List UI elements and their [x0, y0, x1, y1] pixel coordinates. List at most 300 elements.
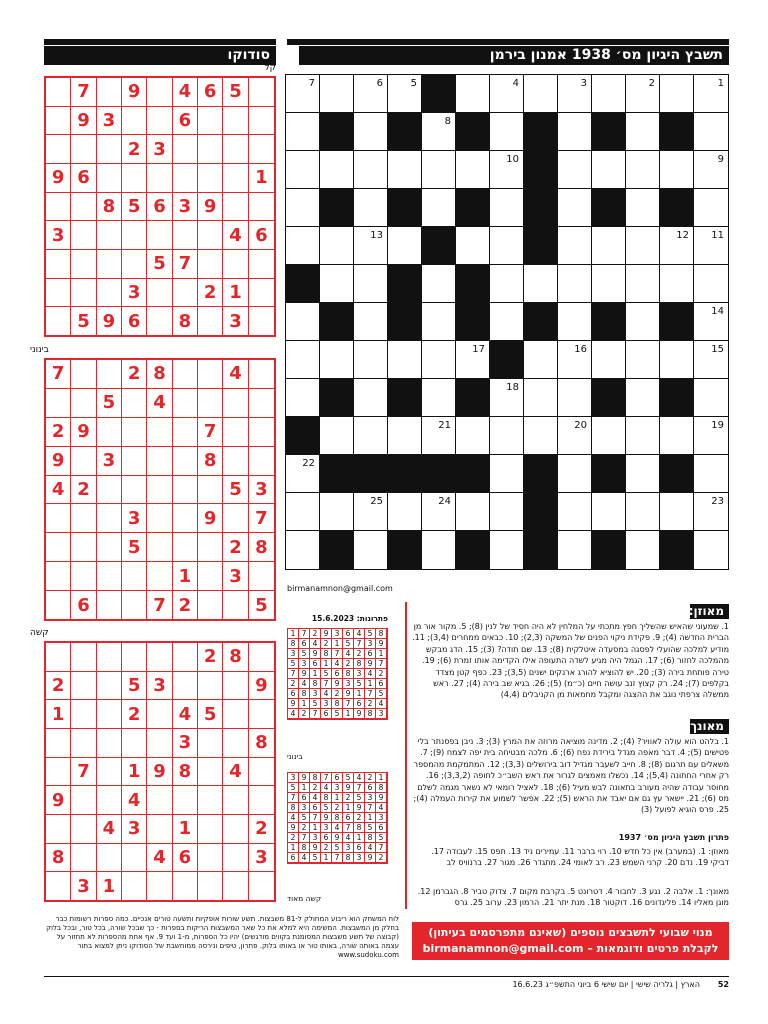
sudoku-cell[interactable]: 8	[198, 447, 223, 476]
sudoku-cell[interactable]: 9	[198, 504, 223, 533]
sudoku-cell[interactable]	[173, 164, 198, 193]
sudoku-cell[interactable]	[122, 562, 147, 591]
sudoku-cell[interactable]	[173, 389, 198, 418]
sudoku-cell[interactable]	[46, 78, 71, 107]
sudoku-cell[interactable]	[198, 533, 223, 562]
sudoku-cell[interactable]	[198, 591, 223, 619]
sudoku-cell[interactable]	[46, 504, 71, 533]
sudoku-cell[interactable]	[223, 418, 248, 447]
sudoku-cell[interactable]: 4	[223, 360, 248, 389]
sudoku-cell[interactable]	[147, 562, 172, 591]
sudoku-cell[interactable]: 8	[173, 758, 198, 787]
crossword-cell[interactable]	[490, 379, 524, 417]
sudoku-cell[interactable]	[173, 504, 198, 533]
crossword-cell[interactable]	[660, 151, 694, 189]
crossword-cell[interactable]	[558, 227, 592, 265]
crossword-cell[interactable]	[456, 493, 490, 531]
sudoku-cell[interactable]: 5	[122, 533, 147, 562]
sudoku-cell[interactable]	[71, 193, 96, 222]
crossword-cell[interactable]	[626, 417, 660, 455]
crossword-cell[interactable]	[354, 75, 388, 113]
crossword-cell[interactable]	[558, 493, 592, 531]
crossword-cell[interactable]	[354, 303, 388, 341]
sudoku-cell[interactable]: 5	[71, 307, 96, 335]
crossword-cell[interactable]	[490, 189, 524, 227]
crossword-cell[interactable]	[626, 493, 660, 531]
sudoku-cell[interactable]	[147, 533, 172, 562]
sudoku-cell[interactable]	[71, 360, 96, 389]
crossword-cell[interactable]	[286, 151, 320, 189]
sudoku-cell[interactable]: 3	[122, 504, 147, 533]
sudoku-cell[interactable]	[97, 562, 122, 591]
sudoku-cell[interactable]	[249, 279, 274, 308]
sudoku-cell[interactable]	[46, 815, 71, 844]
sudoku-cell[interactable]	[97, 700, 122, 729]
crossword-cell[interactable]	[524, 341, 558, 379]
crossword-cell[interactable]	[694, 265, 728, 303]
sudoku-cell[interactable]	[97, 360, 122, 389]
sudoku-cell[interactable]	[249, 700, 274, 729]
sudoku-cell[interactable]: 6	[122, 307, 147, 335]
sudoku-cell[interactable]	[71, 786, 96, 815]
sudoku-cell[interactable]	[173, 786, 198, 815]
sudoku-cell[interactable]: 3	[97, 447, 122, 476]
sudoku-cell[interactable]	[147, 476, 172, 505]
sudoku-cell[interactable]	[198, 872, 223, 900]
sudoku-cell[interactable]	[198, 135, 223, 164]
sudoku-cell[interactable]	[46, 389, 71, 418]
crossword-cell[interactable]	[524, 265, 558, 303]
sudoku-cell[interactable]	[46, 758, 71, 787]
sudoku-cell[interactable]: 7	[71, 78, 96, 107]
crossword-cell[interactable]	[388, 493, 422, 531]
sudoku-cell[interactable]: 3	[173, 193, 198, 222]
sudoku-cell[interactable]: 9	[71, 418, 96, 447]
crossword-cell[interactable]	[286, 189, 320, 227]
crossword-cell[interactable]	[592, 493, 626, 531]
sudoku-cell[interactable]	[223, 815, 248, 844]
sudoku-cell[interactable]: 4	[147, 389, 172, 418]
crossword-cell[interactable]	[286, 455, 320, 493]
crossword-cell[interactable]	[490, 151, 524, 189]
sudoku-cell[interactable]: 5	[122, 193, 147, 222]
sudoku-cell[interactable]	[223, 504, 248, 533]
crossword-cell[interactable]	[694, 531, 728, 569]
sudoku-cell[interactable]	[122, 389, 147, 418]
crossword-cell[interactable]	[694, 493, 728, 531]
sudoku-cell[interactable]	[46, 591, 71, 619]
sudoku-cell[interactable]	[173, 135, 198, 164]
sudoku-cell[interactable]	[198, 221, 223, 250]
sudoku-cell[interactable]: 5	[255, 594, 268, 616]
sudoku-cell[interactable]	[173, 672, 198, 701]
sudoku-cell[interactable]: 4	[173, 700, 198, 729]
sudoku-cell[interactable]: 5	[97, 389, 122, 418]
sudoku-cell[interactable]: 2	[71, 476, 96, 505]
sudoku-cell[interactable]	[198, 786, 223, 815]
sudoku-cell[interactable]	[122, 164, 147, 193]
crossword-cell[interactable]	[422, 303, 456, 341]
sudoku-cell[interactable]: 6	[71, 164, 96, 193]
sudoku-cell[interactable]	[71, 279, 96, 308]
sudoku-cell[interactable]	[173, 533, 198, 562]
sudoku-cell[interactable]: 5	[223, 476, 248, 505]
sudoku-cell[interactable]	[97, 418, 122, 447]
crossword-cell[interactable]	[524, 75, 558, 113]
sudoku-cell[interactable]: 3	[97, 107, 122, 136]
crossword-cell[interactable]	[694, 75, 728, 113]
crossword-cell[interactable]	[626, 379, 660, 417]
sudoku-cell[interactable]: 2	[122, 360, 147, 389]
crossword-cell[interactable]	[286, 341, 320, 379]
sudoku-cell[interactable]	[46, 729, 71, 758]
crossword-cell[interactable]	[694, 227, 728, 265]
sudoku-cell[interactable]: 2	[198, 279, 223, 308]
sudoku-cell[interactable]	[198, 307, 223, 335]
sudoku-cell[interactable]	[147, 418, 172, 447]
sudoku-cell[interactable]	[173, 418, 198, 447]
crossword-cell[interactable]	[694, 303, 728, 341]
crossword-cell[interactable]	[354, 493, 388, 531]
sudoku-cell[interactable]	[198, 562, 223, 591]
sudoku-cell[interactable]	[71, 815, 96, 844]
sudoku-cell[interactable]	[97, 844, 122, 873]
crossword-cell[interactable]	[490, 455, 524, 493]
sudoku-cell[interactable]	[249, 135, 274, 164]
sudoku-cell[interactable]	[71, 643, 96, 672]
sudoku-cell[interactable]	[122, 221, 147, 250]
crossword-cell[interactable]	[626, 265, 660, 303]
sudoku-cell[interactable]	[46, 250, 71, 279]
sudoku-cell[interactable]: 8	[223, 643, 248, 672]
crossword-cell[interactable]	[694, 113, 728, 151]
sudoku-cell[interactable]	[249, 193, 274, 222]
sudoku-cell[interactable]	[147, 307, 172, 335]
sudoku-cell[interactable]	[97, 476, 122, 505]
sudoku-cell[interactable]	[97, 672, 122, 701]
sudoku-cell[interactable]: 1	[223, 279, 248, 308]
sudoku-cell[interactable]	[71, 533, 96, 562]
crossword-cell[interactable]	[660, 227, 694, 265]
sudoku-cell[interactable]	[198, 815, 223, 844]
sudoku-cell[interactable]	[147, 221, 172, 250]
crossword-cell[interactable]	[388, 227, 422, 265]
crossword-cell[interactable]	[592, 75, 626, 113]
sudoku-cell[interactable]	[71, 135, 96, 164]
crossword-cell[interactable]	[286, 531, 320, 569]
crossword-cell[interactable]	[694, 455, 728, 493]
sudoku-cell[interactable]: 9	[46, 786, 71, 815]
sudoku-cell[interactable]: 9	[71, 107, 96, 136]
sudoku-cell[interactable]: 7	[71, 758, 96, 787]
sudoku-cell[interactable]	[97, 786, 122, 815]
crossword-cell[interactable]	[626, 455, 660, 493]
crossword-cell[interactable]	[626, 151, 660, 189]
crossword-cell[interactable]	[626, 113, 660, 151]
crossword-cell[interactable]	[286, 303, 320, 341]
sudoku-cell[interactable]	[223, 672, 248, 701]
crossword-cell[interactable]	[558, 75, 592, 113]
sudoku-cell[interactable]	[71, 221, 96, 250]
crossword-cell[interactable]	[694, 341, 728, 379]
crossword-cell[interactable]	[626, 227, 660, 265]
sudoku-cell[interactable]	[147, 729, 172, 758]
sudoku-cell[interactable]	[97, 279, 122, 308]
sudoku-cell[interactable]	[147, 786, 172, 815]
sudoku-cell[interactable]	[71, 250, 96, 279]
sudoku-cell[interactable]	[198, 672, 223, 701]
crossword-cell[interactable]	[626, 189, 660, 227]
crossword-cell[interactable]	[626, 341, 660, 379]
sudoku-cell[interactable]	[198, 389, 223, 418]
sudoku-cell[interactable]	[71, 504, 96, 533]
crossword-cell[interactable]	[286, 113, 320, 151]
crossword-cell[interactable]	[456, 151, 490, 189]
sudoku-cell[interactable]	[122, 643, 147, 672]
sudoku-cell[interactable]: 9	[122, 78, 147, 107]
sudoku-cell[interactable]: 2	[122, 700, 147, 729]
sudoku-cell[interactable]	[223, 700, 248, 729]
sudoku-cell[interactable]	[97, 221, 122, 250]
sudoku-cell[interactable]: 6	[173, 844, 198, 873]
sudoku-cell[interactable]	[223, 164, 248, 193]
sudoku-cell[interactable]	[249, 758, 274, 787]
sudoku-cell[interactable]	[173, 447, 198, 476]
crossword-cell[interactable]	[660, 493, 694, 531]
sudoku-cell[interactable]	[71, 562, 96, 591]
crossword-cell[interactable]	[354, 379, 388, 417]
sudoku-cell[interactable]	[223, 729, 248, 758]
sudoku-cell[interactable]	[46, 643, 71, 672]
crossword-cell[interactable]	[626, 303, 660, 341]
sudoku-cell[interactable]	[46, 872, 71, 900]
sudoku-cell[interactable]	[71, 844, 96, 873]
sudoku-cell[interactable]: 1	[173, 815, 198, 844]
crossword-cell[interactable]	[490, 227, 524, 265]
sudoku-cell[interactable]	[46, 562, 71, 591]
sudoku-cell[interactable]: 2	[122, 135, 147, 164]
crossword-cell[interactable]	[558, 417, 592, 455]
sudoku-cell[interactable]	[223, 591, 248, 619]
crossword-cell[interactable]	[660, 265, 694, 303]
sudoku-cell[interactable]	[223, 107, 248, 136]
crossword-cell[interactable]	[456, 227, 490, 265]
sudoku-cell[interactable]: 1	[122, 758, 147, 787]
crossword-cell[interactable]	[320, 341, 354, 379]
sudoku-cell[interactable]	[122, 107, 147, 136]
sudoku-cell[interactable]	[198, 476, 223, 505]
sudoku-cell[interactable]: 4	[97, 815, 122, 844]
sudoku-cell[interactable]	[198, 250, 223, 279]
sudoku-cell[interactable]: 3	[173, 729, 198, 758]
sudoku-cell[interactable]	[122, 250, 147, 279]
sudoku-cell[interactable]: 9	[46, 164, 71, 193]
crossword-cell[interactable]	[694, 189, 728, 227]
sudoku-cell[interactable]	[198, 844, 223, 873]
crossword-cell[interactable]	[422, 265, 456, 303]
crossword-cell[interactable]	[286, 227, 320, 265]
sudoku-cell[interactable]: 5	[122, 672, 147, 701]
sudoku-cell[interactable]	[249, 389, 274, 418]
sudoku-cell[interactable]: 9	[97, 307, 122, 335]
sudoku-cell[interactable]	[173, 279, 198, 308]
sudoku-cell[interactable]	[223, 844, 248, 873]
crossword-cell[interactable]	[456, 417, 490, 455]
promo-line-2[interactable]: לקבלת פרטים ודוגמאות – birmanamnon@gmail.com	[422, 942, 719, 955]
crossword-cell[interactable]	[388, 417, 422, 455]
sudoku-cell[interactable]	[97, 729, 122, 758]
sudoku-cell[interactable]: 8	[97, 193, 122, 222]
sudoku-cell[interactable]	[71, 389, 96, 418]
sudoku-cell[interactable]: 9	[147, 758, 172, 787]
crossword-cell[interactable]	[320, 227, 354, 265]
sudoku-cell[interactable]	[223, 786, 248, 815]
sudoku-cell[interactable]	[147, 447, 172, 476]
sudoku-cell[interactable]	[71, 700, 96, 729]
sudoku-cell[interactable]	[198, 758, 223, 787]
crossword-cell[interactable]	[558, 531, 592, 569]
sudoku-cell[interactable]	[46, 533, 71, 562]
sudoku-cell[interactable]	[122, 872, 147, 900]
sudoku-cell[interactable]: 1	[46, 700, 71, 729]
crossword-cell[interactable]	[490, 303, 524, 341]
sudoku-cell[interactable]	[46, 107, 71, 136]
crossword-cell[interactable]	[422, 531, 456, 569]
sudoku-cell[interactable]: 8	[46, 844, 71, 873]
sudoku-cell[interactable]: 3	[71, 872, 96, 900]
sudoku-cell[interactable]: 7	[173, 250, 198, 279]
crossword-cell[interactable]	[490, 493, 524, 531]
crossword-cell[interactable]	[354, 531, 388, 569]
crossword-cell[interactable]	[456, 341, 490, 379]
crossword-cell[interactable]	[320, 151, 354, 189]
sudoku-cell[interactable]: 4	[223, 221, 248, 250]
sudoku-cell[interactable]	[122, 418, 147, 447]
sudoku-cell[interactable]	[147, 164, 172, 193]
crossword-cell[interactable]	[320, 417, 354, 455]
sudoku-cell[interactable]	[97, 250, 122, 279]
sudoku-cell[interactable]: 9	[249, 672, 274, 701]
sudoku-cell[interactable]	[198, 107, 223, 136]
sudoku-cell[interactable]: 7	[46, 360, 71, 389]
sudoku-cell[interactable]	[97, 643, 122, 672]
sudoku-cell[interactable]	[71, 447, 96, 476]
sudoku-cell[interactable]	[122, 476, 147, 505]
sudoku-cell[interactable]: 8	[249, 729, 274, 758]
sudoku-cell[interactable]	[223, 250, 248, 279]
sudoku-cell[interactable]	[71, 672, 96, 701]
sudoku-cell[interactable]	[198, 164, 223, 193]
sudoku-cell[interactable]: 8	[249, 533, 274, 562]
crossword-cell[interactable]	[592, 417, 626, 455]
sudoku-cell[interactable]: 9	[198, 193, 223, 222]
sudoku-cell[interactable]	[249, 562, 274, 591]
crossword-cell[interactable]	[592, 151, 626, 189]
crossword-cell[interactable]	[558, 113, 592, 151]
crossword-cell[interactable]	[320, 493, 354, 531]
crossword-cell[interactable]	[626, 531, 660, 569]
crossword-cell[interactable]	[456, 75, 490, 113]
crossword-cell[interactable]	[320, 265, 354, 303]
sudoku-cell[interactable]: 3	[46, 221, 71, 250]
sudoku-cell[interactable]: 6	[198, 78, 223, 107]
sudoku-cell[interactable]	[223, 872, 248, 900]
sudoku-cell[interactable]: 5	[147, 250, 172, 279]
crossword-cell[interactable]	[354, 417, 388, 455]
crossword-cell[interactable]	[354, 227, 388, 265]
sudoku-cell[interactable]: 8	[173, 307, 198, 335]
sudoku-cell[interactable]: 3	[147, 672, 172, 701]
crossword-cell[interactable]	[558, 151, 592, 189]
sudoku-cell[interactable]: 1	[173, 562, 198, 591]
sudoku-cell[interactable]	[249, 447, 274, 476]
sudoku-cell[interactable]	[249, 786, 274, 815]
crossword-cell[interactable]	[660, 75, 694, 113]
sudoku-cell[interactable]: 6	[71, 591, 96, 619]
sudoku-cell[interactable]	[97, 78, 122, 107]
crossword-cell[interactable]	[388, 151, 422, 189]
sudoku-cell[interactable]: 7	[198, 418, 223, 447]
sudoku-cell[interactable]: 3	[249, 844, 274, 873]
crossword-cell[interactable]	[388, 75, 422, 113]
crossword-cell[interactable]	[490, 531, 524, 569]
sudoku-cell[interactable]: 1	[97, 872, 122, 900]
sudoku-cell[interactable]: 8	[147, 360, 172, 389]
sudoku-cell[interactable]	[249, 307, 274, 335]
crossword-cell[interactable]	[694, 417, 728, 455]
sudoku-cell[interactable]	[97, 504, 122, 533]
sudoku-cell[interactable]	[147, 700, 172, 729]
sudoku-cell[interactable]	[173, 476, 198, 505]
sudoku-cell[interactable]: 2	[46, 418, 71, 447]
sudoku-cell[interactable]	[249, 250, 274, 279]
crossword-cell[interactable]	[524, 379, 558, 417]
sudoku-cell[interactable]	[147, 504, 172, 533]
sudoku-cell[interactable]	[147, 872, 172, 900]
sudoku-cell[interactable]: 5	[223, 78, 248, 107]
sudoku-cell[interactable]: 9	[46, 447, 71, 476]
crossword-cell[interactable]	[422, 189, 456, 227]
sudoku-cell[interactable]	[173, 872, 198, 900]
sudoku-cell[interactable]: 4	[147, 844, 172, 873]
sudoku-cell[interactable]	[122, 844, 147, 873]
crossword-cell[interactable]	[354, 151, 388, 189]
crossword-cell[interactable]	[558, 265, 592, 303]
sudoku-cell[interactable]: 6	[249, 221, 274, 250]
crossword-cell[interactable]	[490, 113, 524, 151]
crossword-cell[interactable]	[286, 379, 320, 417]
sudoku-cell[interactable]	[249, 643, 274, 672]
crossword-cell[interactable]	[422, 417, 456, 455]
sudoku-cell[interactable]	[147, 279, 172, 308]
crossword-cell[interactable]	[422, 493, 456, 531]
sudoku-cell[interactable]: 2	[249, 815, 274, 844]
crossword-cell[interactable]	[592, 341, 626, 379]
sudoku-cell[interactable]: 3	[147, 135, 172, 164]
sudoku-cell[interactable]	[223, 193, 248, 222]
sudoku-cell[interactable]	[198, 360, 223, 389]
sudoku-cell[interactable]	[249, 418, 274, 447]
crossword-cell[interactable]	[558, 303, 592, 341]
crossword-cell[interactable]	[354, 113, 388, 151]
sudoku-cell[interactable]: 1	[249, 164, 274, 193]
crossword-cell[interactable]	[286, 75, 320, 113]
crossword-cell[interactable]	[422, 151, 456, 189]
crossword-cell[interactable]	[354, 265, 388, 303]
crossword-cell[interactable]	[354, 341, 388, 379]
sudoku-cell[interactable]: 2	[198, 643, 223, 672]
sudoku-cell[interactable]: 2	[173, 591, 198, 619]
